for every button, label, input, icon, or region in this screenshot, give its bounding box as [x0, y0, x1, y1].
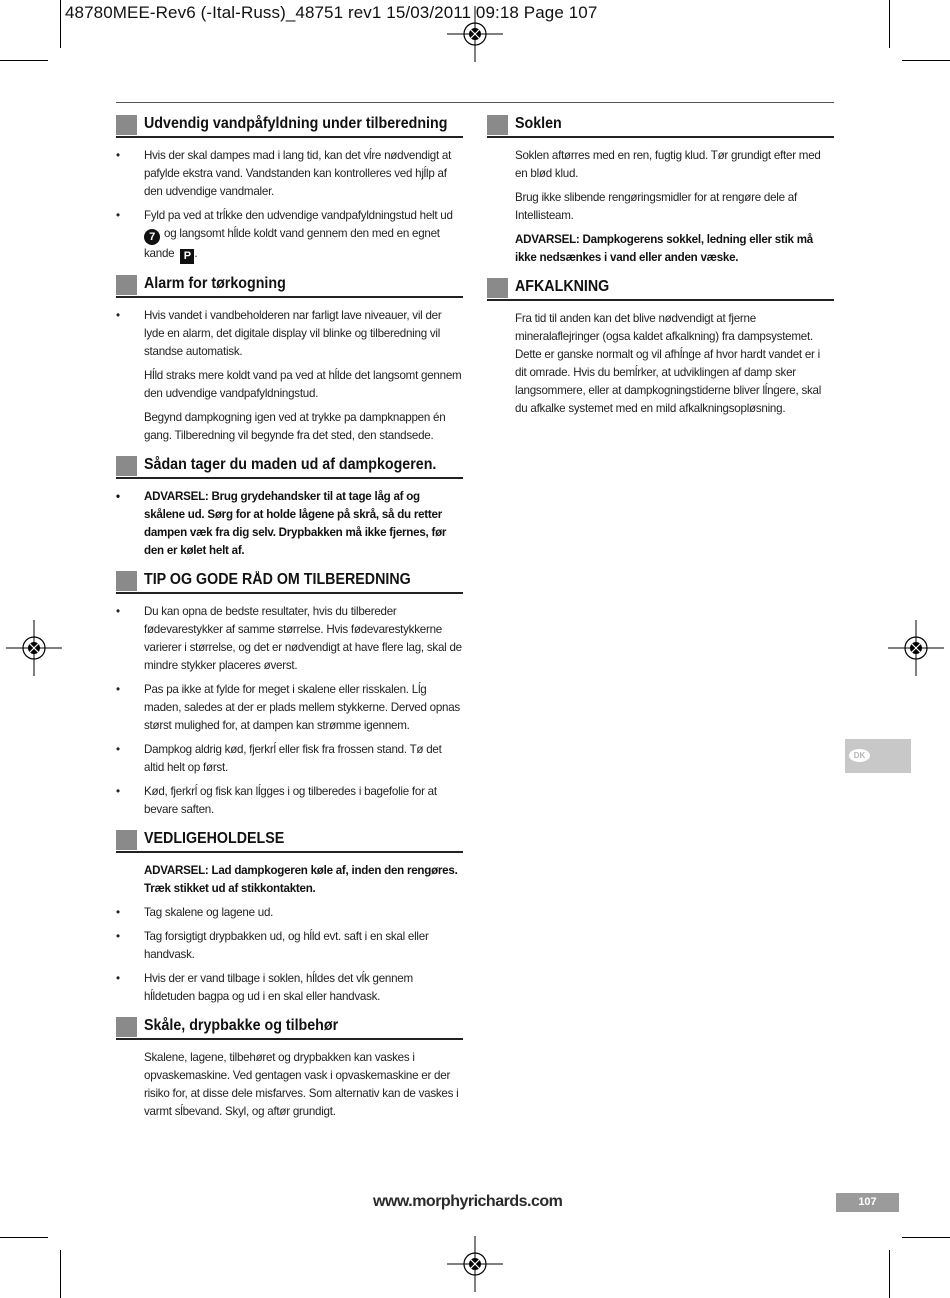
section-heading	[116, 274, 463, 298]
warning-text: ADVARSEL: Lad dampkogeren køle af, inden den rengøres. Træk stikket ud af stikkontakten.	[144, 864, 458, 895]
crop-mark	[0, 1237, 48, 1238]
footer-website: www.morphyrichards.com	[373, 1193, 563, 1210]
registration-mark-icon	[447, 6, 503, 62]
heading-square-icon	[116, 830, 137, 850]
part-number-7-icon: 7	[144, 229, 160, 245]
bullet-item: • Hvis der skal dampes mad i lang tid, kan det vĺre nødvendigt at pafylde ekstra vand. Vandstanden kan kontrolleres ved hjĺlp af den udvendige vandmaler.	[116, 149, 452, 198]
section-heading	[116, 1016, 463, 1040]
registration-mark-icon	[888, 620, 944, 676]
crop-mark	[902, 1237, 950, 1238]
bullet-item: • Kød, fjerkrĺ og fisk kan lĺgges i og tilberedes i bagefolie for at bevare saften.	[116, 785, 437, 816]
crop-mark	[889, 0, 890, 48]
heading-square-icon	[487, 115, 508, 135]
section-title: Alarm for tørkogning	[144, 275, 286, 292]
section-title: VEDLIGEHOLDELSE	[144, 830, 285, 847]
bullet-item: • Hvis vandet i vandbeholderen nar farligt lave niveauer, vil der lyde en alarm, det digitale display vil blinke og tilberedning vil standse automatisk.	[116, 309, 442, 358]
warning-text: ADVARSEL: Dampkogerens sokkel, ledning eller stik må ikke nedsænkes i vand eller anden væske.	[515, 233, 813, 264]
section-title: TIP OG GODE RÅD OM TILBEREDNING	[144, 571, 411, 588]
right-column	[487, 114, 834, 424]
paragraph: Skalene, lagene, tilbehøret og drypbakken kan vaskes i opvaskemaskine. Ved gentagen vask i opvaskemaskine er der risiko for, at disse dele misfarves. Som alternativ kan de vaskes i varmt sĺbevand. Skyl, og aftør grundigt.	[144, 1051, 459, 1118]
heading-square-icon	[487, 278, 508, 298]
part-p-icon: P	[180, 249, 194, 264]
bullet-item: • Tag skalene og lagene ud.	[116, 906, 274, 919]
paragraph: Hĺld straks mere koldt vand pa ved at hĺlde det langsomt gennem den udvendige vandpafyldningstud.	[144, 369, 462, 400]
crop-mark	[902, 60, 950, 61]
section-heading	[116, 114, 463, 138]
language-badge: DK	[849, 749, 870, 762]
crop-mark	[60, 1250, 61, 1298]
section-heading	[116, 829, 463, 853]
bullet-item: • Hvis der er vand tilbage i soklen, hĺldes det vĺk gennem hĺldetuden bagpa og ud i en skal eller handvask.	[116, 972, 413, 1003]
section-heading	[116, 455, 463, 479]
language-tab	[845, 739, 911, 773]
paragraph: Begynd dampkogning igen ved at trykke pa dampknappen én gang. Tilberedning vil begynde fra det sted, den standsede.	[144, 411, 446, 442]
top-rule	[116, 102, 834, 103]
registration-mark-icon	[6, 620, 62, 676]
section-title: Udvendig vandpåfyldning under tilberedning	[144, 115, 448, 132]
bullet-item: • Dampkog aldrig kød, fjerkrĺ eller fisk fra frossen stand. Tø det altid helt op først.	[116, 743, 442, 774]
heading-square-icon	[116, 456, 137, 476]
print-slug-line: 48780MEE-Rev6 (-Ital-Russ)_48751 rev1 15/03/2011 09:18 Page 107	[65, 3, 598, 22]
crop-mark	[60, 0, 61, 48]
heading-square-icon	[116, 115, 137, 135]
section-title: AFKALKNING	[515, 278, 610, 295]
section-title: Skåle, drypbakke og tilbehør	[144, 1017, 339, 1034]
section-title: Soklen	[515, 115, 562, 132]
heading-square-icon	[116, 275, 137, 295]
heading-square-icon	[116, 571, 137, 591]
section-heading	[487, 277, 834, 301]
warning-bullet: • ADVARSEL: Brug grydehandsker til at tage låg af og skålene ud. Sørg for at holde lågene på skrå, så du retter dampen væk fra dig selv. Drypbakken må ikke fjernes, før den er kølet helt af.	[116, 490, 447, 557]
paragraph: Brug ikke slibende rengøringsmidler for at rengøre dele af Intellisteam.	[515, 191, 797, 222]
left-column	[116, 114, 463, 1127]
section-title: Sådan tager du maden ud af dampkogeren.	[144, 456, 437, 473]
crop-mark	[0, 60, 48, 61]
bullet-item: • Du kan opna de bedste resultater, hvis du tilbereder fødevarestykker af samme størrelse. Hvis fødevarestykkerne varierer i størrelse, og det er nødvendigt at have flere lag, skal de mindre stykker placeres øverst.	[116, 605, 462, 672]
section-heading	[116, 570, 463, 594]
paragraph: Fra tid til anden kan det blive nødvendigt at fjerne mineralaflejringer (ogsa kaldet afkalkning) fra dampsystemet. Dette er ganske normalt og vil afhĺnge af hvor hardt vandet er i dit omrade. Hvis du bemĺrker, at udviklingen af damp sker langsommere, eller at dampkogningstiderne bliver lĺngere, skal du afkalke systemet med en mild afkalkningsopløsning.	[515, 312, 822, 415]
paragraph: Soklen aftørres med en ren, fugtig klud. Tør grundigt efter med en blød klud.	[515, 149, 821, 180]
page-number: 107	[836, 1193, 899, 1212]
section-heading	[487, 114, 834, 138]
bullet-item: • Tag forsigtigt drypbakken ud, og hĺld evt. saft i en skal eller handvask.	[116, 930, 429, 961]
bullet-item: • Fyld pa ved at trĺkke den udvendige vandpafyldningstud helt ud 7 og langsomt hĺlde koldt vand gennem den med en egnet kande P .	[116, 209, 453, 262]
bullet-item: • Pas pa ikke at fylde for meget i skalene eller risskalen. Lĺg maden, saledes at der er plads mellem stykkerne. Derved opnas størst mulighed for, at dampen kan strømme igennem.	[116, 683, 460, 732]
heading-square-icon	[116, 1017, 137, 1037]
registration-mark-icon	[447, 1236, 503, 1292]
crop-mark	[889, 1250, 890, 1298]
